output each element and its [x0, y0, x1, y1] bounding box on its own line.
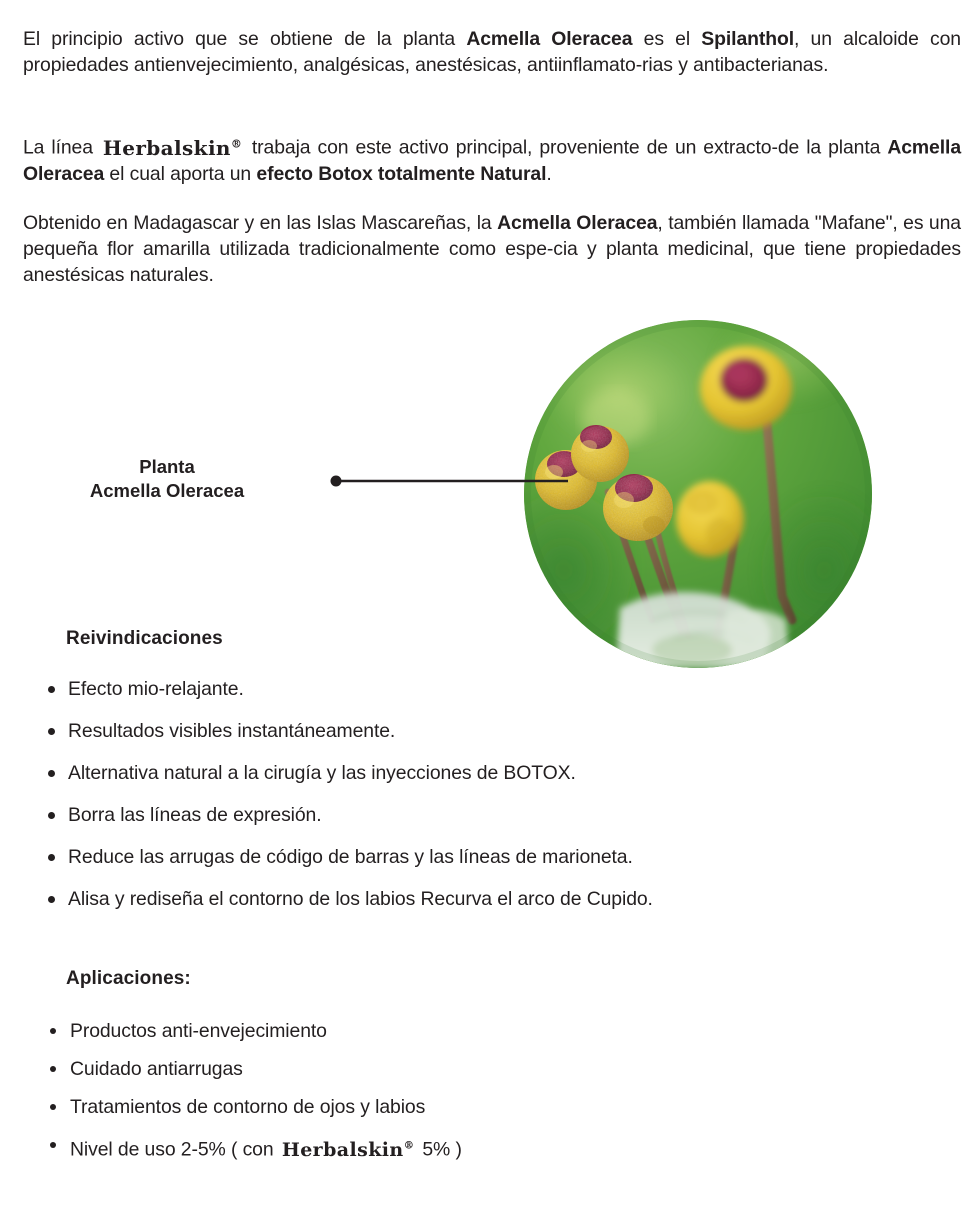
registered-trademark-icon: ®: [403, 1140, 415, 1152]
paragraph-2-segment-1: La línea: [23, 137, 100, 160]
paragraph-2-segment-2: trabaja con este activo principal, proveniente de un extracto-de la planta: [244, 137, 888, 160]
usage-level-prefix: Nivel de uso 2-5% ( con: [70, 1138, 279, 1161]
callout-leader-line: [330, 472, 570, 490]
brand-name-text: Herbalskin: [102, 136, 231, 161]
callout-label-planta: [40, 455, 294, 503]
list-item-text: Productos anti-envejecimiento: [70, 1020, 327, 1042]
brand-wordmark-herbalskin: [279, 1139, 417, 1161]
plant-photo-circle: [524, 320, 872, 668]
paragraph-3-segment-2: , también llamada "Mafane", es una pequeña flor amarilla utilizada tradicionalmente como espe-cia y planta medicinal, que tiene propiedades anestésicas naturales.: [23, 212, 961, 286]
bullet-icon: [48, 770, 55, 777]
usage-level-suffix: 5% ): [417, 1138, 462, 1161]
heading-aplicaciones: Aplicaciones:: [66, 968, 191, 989]
paragraph-1-segment-3: , un alcaloide con propiedades antienvejecimiento, analgésicas, anestésicas, antiinflamato-rias y antibacterianas.: [23, 28, 961, 76]
acmella-oleracea-photo: [524, 320, 872, 668]
paragraph-2-segment-3: el cual aporta un: [104, 162, 257, 185]
list-item-text: Cuidado antiarrugas: [70, 1058, 243, 1080]
paragraph-1-segment-1: El principio activo que se obtiene de la planta: [23, 28, 467, 51]
list-item-usage-level: [48, 1126, 462, 1164]
heading-reivindicaciones: Reivindicaciones: [66, 628, 223, 649]
flower-background-large: [700, 346, 792, 430]
list-item: [46, 668, 653, 710]
bullet-icon: [50, 1142, 56, 1148]
bullet-icon: [50, 1104, 56, 1110]
list-item: [46, 794, 653, 836]
list-item-text: Efecto mio-relajante.: [68, 678, 244, 700]
bullet-icon: [50, 1066, 56, 1072]
list-item: [46, 752, 653, 794]
claims-list: [46, 668, 653, 920]
bullet-icon: [48, 686, 55, 693]
paragraph-2-segment-4: .: [546, 162, 552, 185]
list-item: [48, 1012, 462, 1050]
paragraph-origin: [23, 211, 961, 288]
callout-label-line-2: Acmella Oleracea: [89, 480, 245, 501]
list-item-text: Alternativa natural a la cirugía y las inyecciones de BOTOX.: [68, 762, 576, 784]
list-item-text: Alisa y rediseña el contorno de los labios Recurva el arco de Cupido.: [68, 888, 653, 910]
list-item: [48, 1050, 462, 1088]
bullet-icon: [48, 854, 55, 861]
callout-label-line-1: Planta: [139, 456, 195, 477]
list-item: [46, 836, 653, 878]
bullet-icon: [48, 896, 55, 903]
term-acmella-oleracea: Acmella Oleracea: [466, 28, 633, 51]
term-acmella-oleracea: Acmella Oleracea: [23, 137, 961, 185]
applications-list: [48, 1012, 462, 1164]
paragraph-1-segment-2: es el: [632, 28, 702, 51]
flower-bud-soft: [676, 481, 744, 557]
list-item: [46, 878, 653, 920]
list-item-text: Reduce las arrugas de código de barras y las líneas de marioneta.: [68, 846, 633, 868]
term-acmella-oleracea: Acmella Oleracea: [497, 212, 658, 235]
bullet-icon: [48, 728, 55, 735]
list-item-text: Tratamientos de contorno de ojos y labios: [70, 1096, 426, 1118]
paragraph-3-segment-1: Obtenido en Madagascar y en las Islas Mascareñas, la: [23, 212, 498, 235]
registered-trademark-icon: ®: [230, 137, 242, 151]
bullet-icon: [48, 812, 55, 819]
brand-name-text: Herbalskin: [281, 1139, 404, 1162]
brand-wordmark-herbalskin: [100, 136, 245, 160]
bullet-icon: [50, 1028, 56, 1034]
list-item: [48, 1088, 462, 1126]
list-item-text: Borra las líneas de expresión.: [68, 804, 322, 826]
list-item: [46, 710, 653, 752]
paragraph-herbalskin-line: [23, 130, 961, 187]
term-efecto-botox-natural: efecto Botox totalmente Natural: [256, 162, 547, 185]
term-spilanthol: Spilanthol: [701, 28, 795, 51]
list-item-text: Resultados visibles instantáneamente.: [68, 720, 396, 742]
paragraph-spilanthol: [23, 27, 961, 78]
